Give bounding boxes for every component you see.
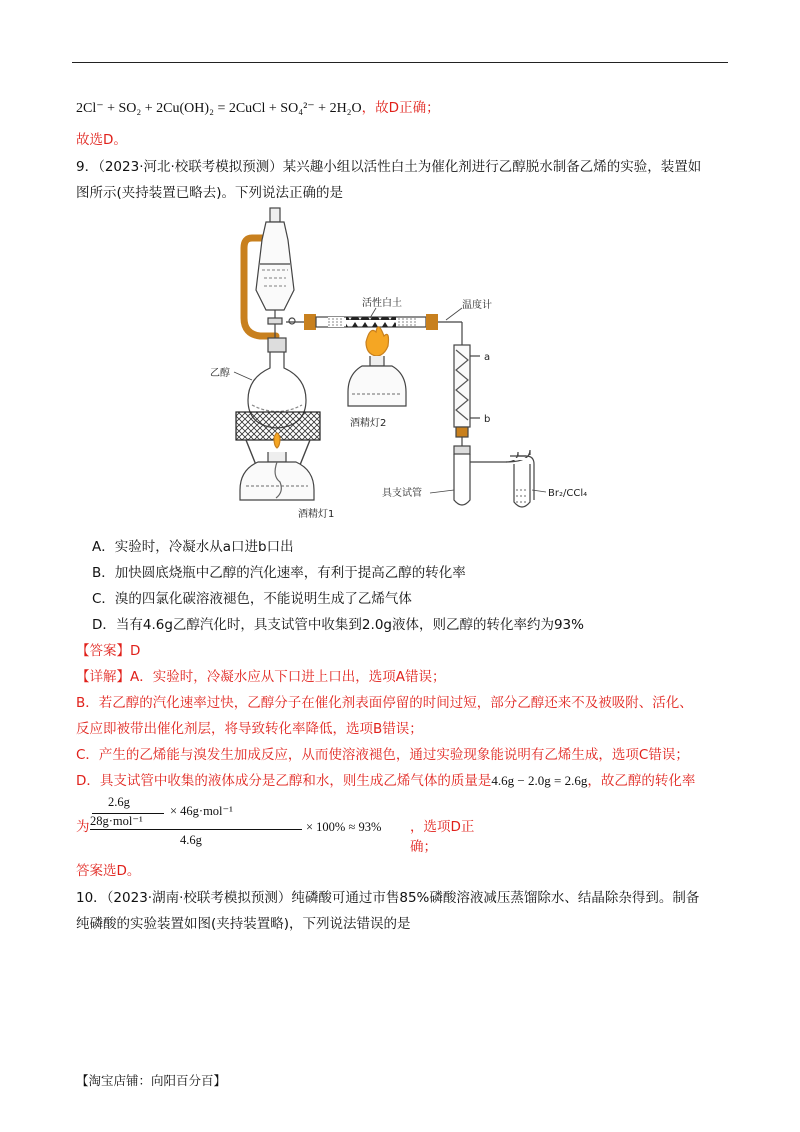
q9-stem-line1: 9．（2023·河北·校联考模拟预测）某兴趣小组以活性白土为催化剂进行乙醇脱水制备乙烯的实验，装置如 bbox=[76, 159, 702, 175]
q9-detail-b2: 反应即被带出催化剂层，将导致转化率降低，选项B错误； bbox=[76, 721, 423, 737]
q9-conclusion: 答案选D。 bbox=[76, 863, 141, 879]
outer-fraction-line bbox=[90, 829, 302, 830]
equation: 2Cl⁻ + SO₂ + 2Cu(OH)₂ = 2CuCl + SO₄²⁻ + 2H₂O bbox=[76, 101, 362, 116]
q9-option-d: D．当有4.6g乙醇汽化时，具支试管中收集到2.0g液体，则乙醇的转化率约为93% bbox=[92, 617, 584, 633]
reaction-tube bbox=[286, 314, 462, 330]
ratio-num-den: 28g·mol⁻¹ bbox=[90, 814, 143, 828]
condenser bbox=[454, 322, 480, 437]
alcohol-lamp-2 bbox=[348, 327, 406, 406]
bromine-tube bbox=[510, 456, 534, 507]
footer-shop: 【淘宝店铺：向阳百分百】 bbox=[76, 1073, 227, 1088]
label-br: Br₂/CCl₄ bbox=[548, 488, 588, 499]
q10-stem-line1: 10．（2023·湖南·校联考模拟预测）纯磷酸可通过市售85%磷酸溶液减压蒸馏除水、结晶除杂得到。制备 bbox=[76, 890, 700, 906]
alcohol-lamp-1 bbox=[240, 433, 314, 500]
side-arm-tube bbox=[454, 437, 530, 505]
ratio-formula bbox=[76, 795, 476, 855]
q9-detail-d bbox=[76, 771, 695, 791]
q9-option-a: A．实验时，冷凝水从a口进b口出 bbox=[92, 539, 294, 555]
q9-detail-b1: B．若乙醇的汽化速率过快，乙醇分子在催化剂表面停留的时间过短，部分乙醇还来不及被吸附、活化、 bbox=[76, 695, 693, 711]
label-b: b bbox=[484, 414, 491, 425]
header-rule bbox=[72, 62, 728, 63]
q9-option-b: B．加快圆底烧瓶中乙醇的汽化速率，有利于提高乙醇的转化率 bbox=[92, 565, 466, 581]
label-lamp2: 酒精灯2 bbox=[350, 418, 387, 429]
q9-answer: 【答案】D bbox=[76, 643, 141, 659]
ratio-after: ，选项D正确； bbox=[410, 819, 475, 855]
apparatus-figure bbox=[200, 200, 600, 520]
label-a: a bbox=[484, 352, 491, 363]
ratio-den: 4.6g bbox=[180, 833, 202, 847]
q9-option-c: C．溴的四氯化碳溶液褪色，不能说明生成了乙烯气体 bbox=[92, 591, 412, 607]
mass-formula: 4.6g − 2.0g = 2.6g bbox=[491, 773, 588, 788]
ratio-tail: × 100% ≈ 93% bbox=[306, 820, 382, 834]
equation-tail: ，故D正确； bbox=[361, 100, 440, 116]
equation-line bbox=[76, 98, 440, 119]
label-ethanol: 乙醇 bbox=[210, 368, 230, 379]
q9-detail-d-text: D．具支试管中收集的液体成分是乙醇和水，则生成乙烯气体的质量是 bbox=[76, 773, 492, 789]
label-lamp1: 酒精灯1 bbox=[298, 509, 335, 520]
q9-stem-line2: 图所示(夹持装置已略去)。下列说法正确的是 bbox=[76, 185, 344, 201]
q10-stem-line2: 纯磷酸的实验装置如图(夹持装置略)，下列说法错误的是 bbox=[76, 916, 411, 932]
q9-detail-d-tail: ，故乙醇的转化率 bbox=[587, 773, 696, 789]
ratio-num-mul: × 46g·mol⁻¹ bbox=[170, 804, 233, 818]
q9-detail-c: C．产生的乙烯能与溴发生加成反应，从而使溶液褪色，通过实验现象能说明有乙烯生成，选项C错误； bbox=[76, 747, 689, 763]
q9-detail-a: 【详解】A．实验时，冷凝水应从下口进上口出，选项A错误； bbox=[76, 669, 446, 685]
ratio-num-top: 2.6g bbox=[108, 795, 130, 809]
dropping-funnel bbox=[256, 208, 295, 340]
label-catalyst: 活性白土 bbox=[362, 298, 402, 309]
top-conclusion: 故选D。 bbox=[76, 132, 127, 148]
ratio-prefix: 为 bbox=[76, 819, 90, 835]
label-thermometer: 温度计 bbox=[462, 300, 492, 311]
label-tube: 具支试管 bbox=[382, 488, 422, 499]
